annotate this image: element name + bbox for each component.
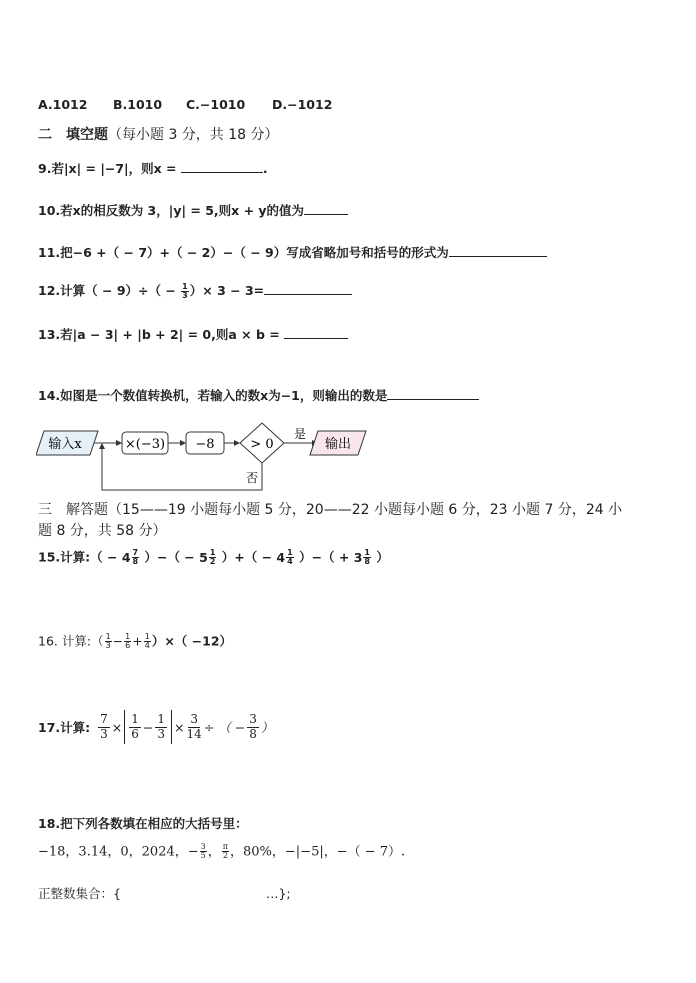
q17-frac-1: $\frac{7}{3}$ <box>100 711 108 741</box>
section3-heading-cont <box>38 523 167 540</box>
q16-frac-2: $\frac{1}{6}$ <box>125 632 131 651</box>
q17-frac-2: $\frac{3}{14}$ <box>186 711 202 741</box>
arrow-1-head <box>116 440 122 446</box>
q18-number-list: −18，3.14，0，2024，− $\frac{3}{5}$ ， $\frac{\pi}{2}$ ，80%，−|−5|，−（ − 7）. <box>38 842 406 861</box>
q15-op2: ）+（ − <box>221 549 277 565</box>
q16-minus: − <box>112 633 124 649</box>
q17-times-1: × <box>111 719 123 735</box>
question-9 <box>38 160 268 176</box>
yes-label: 是 <box>294 427 307 441</box>
q10-text: 10.若x的相反数为 3，|y| = 5,则x + y的值为 <box>38 203 305 218</box>
q14-text: 14.如图是一个数值转换机，若输入的数x为−1，则输出的数是 <box>38 388 388 403</box>
op1-label: ×(−3) <box>124 437 166 452</box>
q18-set-label: 正整数集合：{ <box>38 886 121 901</box>
question-13 <box>38 326 348 342</box>
question-12 <box>38 282 352 300</box>
question-15 <box>38 549 389 567</box>
input-label: 输入x <box>48 437 82 452</box>
section2-heading <box>38 127 279 144</box>
section3-heading <box>38 502 622 519</box>
loop-arrow-head <box>99 443 105 449</box>
question-10 <box>38 202 348 218</box>
q15-prefix: 15.计算:（ − <box>38 549 122 565</box>
section3-line2: 题 8 分，共 58 分） <box>38 523 167 539</box>
question-17 <box>38 710 273 744</box>
q17-divide: ÷ （ − <box>203 719 246 735</box>
arrow-3-head <box>234 440 240 446</box>
q10-blank[interactable] <box>304 202 348 215</box>
question-16 <box>38 633 232 651</box>
q12-blank[interactable] <box>264 282 352 295</box>
no-label: 否 <box>246 471 259 485</box>
choice-a: A.1012 <box>38 97 88 112</box>
q11-blank[interactable] <box>449 244 547 257</box>
q16-frac-3: $\frac{1}{4}$ <box>144 632 150 651</box>
q15-term-4: 3 $\frac{1}{8}$ <box>353 548 370 567</box>
arrow-2-head <box>180 440 186 446</box>
q17-frac-3: $\frac{3}{8}$ <box>249 711 257 741</box>
choice-d: D.−1012 <box>272 97 333 112</box>
conversion-machine-diagram <box>36 422 376 494</box>
question-11 <box>38 244 547 260</box>
q16-prefix: 16. 计算:（ <box>38 633 104 649</box>
q16-end: ）×（ −12） <box>151 633 233 649</box>
q18-frac-2: $\frac{\pi}{2}$ <box>222 842 229 861</box>
q15-term-1: 4 $\frac{7}{8}$ <box>121 548 139 567</box>
q14-blank[interactable] <box>387 387 479 400</box>
choice-row <box>38 97 333 112</box>
q12-pre: 12.计算（ − 9）÷（ − <box>38 283 181 298</box>
op2-label: −8 <box>195 437 215 452</box>
section2-title: 二 填空题 <box>38 127 108 143</box>
choice-c: C.−1010 <box>186 97 246 112</box>
q13-text: 13.若|a − 3| + |b + 2| = 0,则a × b = <box>38 327 285 342</box>
q16-plus: + <box>132 633 143 649</box>
q11-text: 11.把−6 +（ − 7）+（ − 2）−（ − 9）写成省略加号和括号的形式为 <box>38 245 449 260</box>
q9-end: . <box>262 161 268 176</box>
q15-term-2: 5 $\frac{1}{2}$ <box>199 548 216 567</box>
condition-label: > 0 <box>250 437 274 452</box>
q15-op1: ）−（ − <box>144 549 200 565</box>
section2-note: （每小题 3 分，共 18 分） <box>108 127 279 143</box>
q18-text: 18.把下列各数填在相应的大括号里： <box>38 816 248 831</box>
q18-frac-1: $\frac{3}{5}$ <box>200 842 206 861</box>
q17-prefix: 17.计算: <box>38 719 91 735</box>
loop-line <box>102 449 262 490</box>
q15-op3: ）−（ + <box>299 549 354 565</box>
choice-b: B.1010 <box>113 97 163 112</box>
q17-end: ） <box>260 719 274 735</box>
q18-positive-integer-set <box>38 886 291 901</box>
q17-times-2: × <box>174 719 185 735</box>
q9-blank[interactable] <box>181 160 263 173</box>
output-label: 输出 <box>324 437 352 452</box>
q16-frac-1: $\frac{1}{3}$ <box>105 632 111 651</box>
q12-fraction: $\frac{1}{3}$ <box>182 281 188 300</box>
q12-post: ）× 3 − 3= <box>189 283 265 298</box>
q17-absolute-value: 1 6 − $\frac{1}{3}$ <box>124 710 172 744</box>
q9-text: 9.若|x| = |−7|，则x = <box>38 161 181 176</box>
q18-set-end: …}; <box>265 886 291 901</box>
section3-line1: 三 解答题（15——19 小题每小题 5 分，20——22 小题每小题 6 分，23 小题 7 分，24 小 <box>38 502 623 518</box>
question-14 <box>38 387 479 403</box>
q13-blank[interactable] <box>284 326 348 339</box>
q15-end: ） <box>376 549 389 565</box>
question-18 <box>38 816 248 831</box>
q15-term-3: 4 $\frac{1}{4}$ <box>276 548 293 567</box>
